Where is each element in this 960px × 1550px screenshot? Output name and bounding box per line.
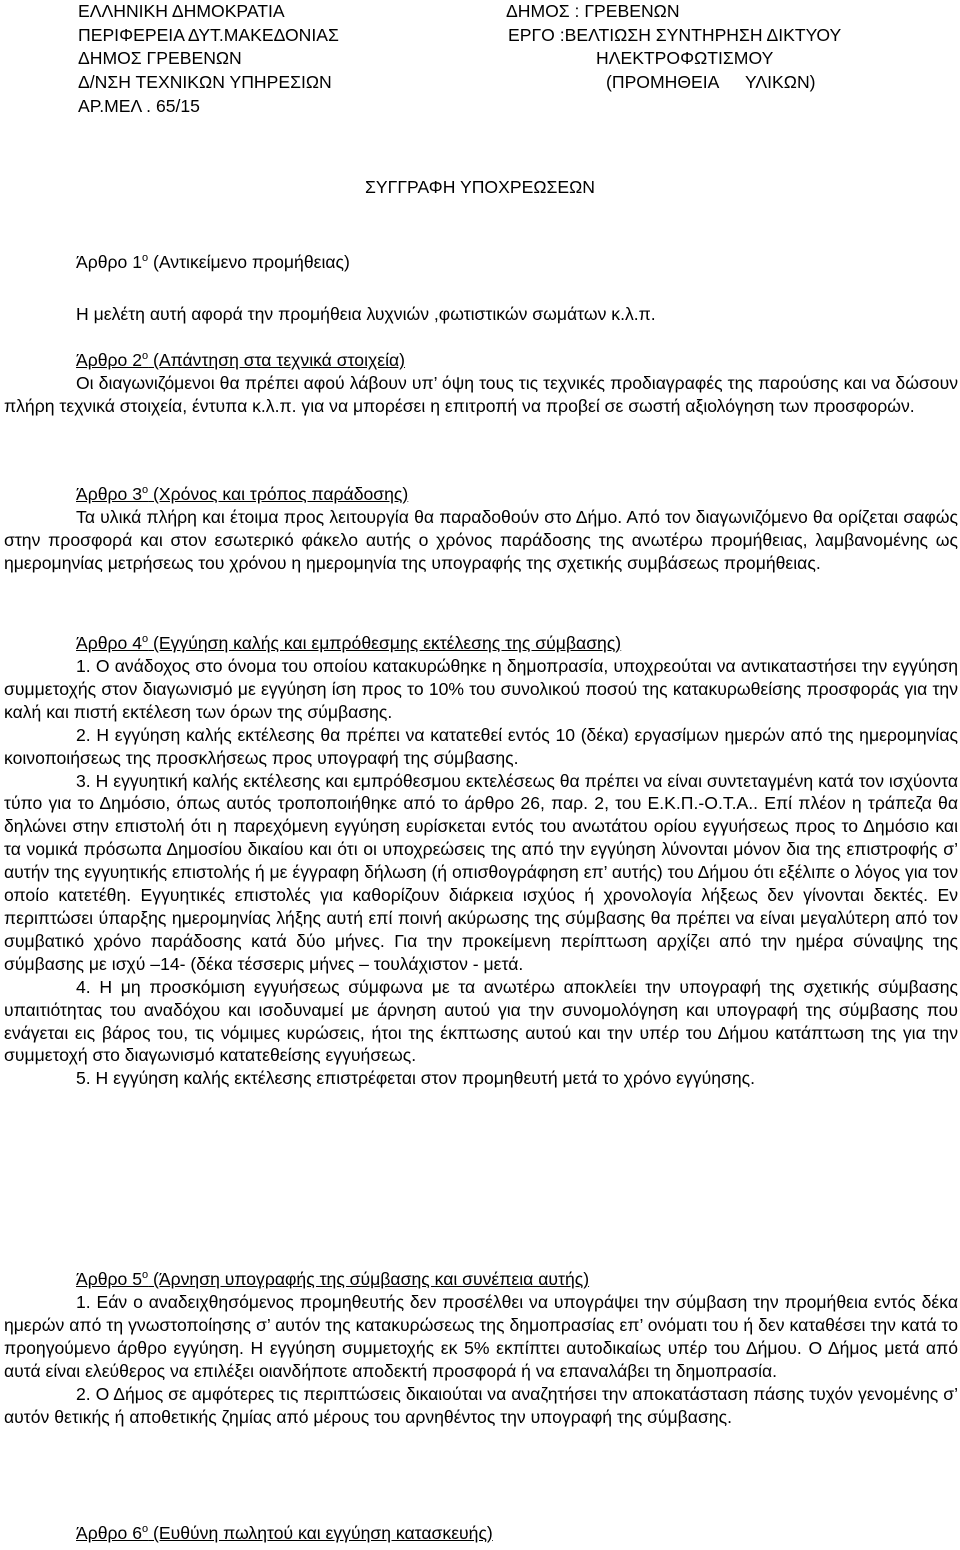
article-4 — [4, 632, 958, 1090]
project-header — [506, 0, 954, 95]
header-line: ΔΗΜΟΣ ΓΡΕΒΕΝΩΝ — [78, 48, 242, 69]
article-1-heading — [76, 251, 350, 275]
article-label: Άρθρο 1 — [76, 252, 143, 272]
article-5-heading — [4, 1268, 958, 1291]
header-line: (ΠΡΟΜΗΘΕΙΑ ΥΛΙΚΩΝ) — [606, 72, 816, 93]
article-title: (Χρόνος και τρόπος παράδοσης) — [148, 484, 409, 504]
article-2-heading — [4, 349, 958, 372]
article-label: Άρθρο 6 — [76, 1523, 143, 1543]
reference-number: ΑΡ.ΜΕΛ . 65/15 — [78, 95, 200, 116]
article-1-body: Η μελέτη αυτή αφορά την προμήθεια λυχνιών ,φωτιστικών σωμάτων κ.λ.π. — [76, 304, 656, 324]
header-line: ΔΗΜΟΣ : ΓΡΕΒΕΝΩΝ — [506, 1, 680, 21]
article-title: (Αντικείμενο προμήθειας) — [148, 252, 350, 272]
article-label: Άρθρο 5 — [76, 1269, 143, 1289]
header-line: ΕΛΛΗΝΙΚΗ ΔΗΜΟΚΡΑΤΙΑ — [78, 1, 285, 21]
issuer-header — [78, 0, 339, 118]
article-title: (Απάντηση στα τεχνικά στοιχεία) — [148, 350, 406, 370]
list-item: 1. Ο ανάδοχος στο όνομα του οποίου κατακυρώθηκε η δημοπρασία, υποχρεούται να αντικαταστήσει την εγγύηση συμμετοχής στον διαγωνισμό με εγγύηση ίση προς το 10% του συνολικού ποσού της κατακυρωθείσης προσφοράς για την καλή και πιστή εκτέλεση των όρων της σύμβασης. — [4, 656, 958, 722]
ordinal-suffix: ο — [142, 1523, 149, 1536]
article-6-heading — [4, 1522, 958, 1545]
article-title: (Ευθύνη πωλητού και εγγύηση κατασκευής) — [148, 1523, 493, 1543]
ordinal-suffix: ο — [142, 1269, 149, 1282]
article-title: (Άρνηση υπογραφής της σύμβασης και συνέπεια αυτής) — [148, 1269, 590, 1289]
header-line: ΗΛΕΚΤΡΟΦΩΤΙΣΜΟΥ — [596, 48, 774, 69]
ordinal-suffix: ο — [142, 350, 149, 363]
article-3-body: Τα υλικά πλήρη και έτοιμα προς λειτουργία θα παραδοθούν στο Δήμο. Από τον διαγωνιζόμενο θα ορίζεται σαφώς στην προσφορά και στον εσωτερικό φάκελο αυτής ο χρόνος παράδοσης της ανωτέρω προμήθειας, λαμβανομένης ως ημερομηνίας μετρήσεως του χρόνου η ημερομηνία της υπογραφής της σχετικής συμβάσεως προμήθειας. — [4, 507, 958, 573]
header-line: Δ/ΝΣΗ ΤΕΧΝΙΚΩΝ ΥΠΗΡΕΣΙΩΝ — [78, 72, 332, 93]
article-label: Άρθρο 4 — [76, 633, 143, 653]
article-6 — [4, 1522, 958, 1545]
article-3 — [4, 483, 958, 575]
list-item: 5. Η εγγύηση καλής εκτέλεσης επιστρέφεται στον προμηθευτή μετά το χρόνο εγγύησης. — [76, 1068, 756, 1089]
article-2-body: Οι διαγωνιζόμενοι θα πρέπει αφού λάβουν υπ’ όψη τους τις τεχνικές προδιαγραφές της παρούσης και να δώσουν πλήρη τεχνικά στοιχεία, έντυπα κ.λ.π. για να μπορέσει η επιτροπή να προβεί σε σωστή αξιολόγηση των προσφορών. — [4, 373, 958, 416]
list-item: 2. Ο Δήμος σε αμφότερες τις περιπτώσεις δικαιούται να αναζητήσει την αποκατάσταση πάσης τυχόν γενομένης σ’ αυτόν θετικής ή αποθετικής ζημίας από μέρους του αρνηθέντος την υπογραφή της σύμβασης. — [4, 1383, 958, 1427]
list-item: 1. Εάν ο αναδειχθησόμενος προμηθευτής δεν προσέλθει να υπογράψει την σύμβαση την προμήθεια εντός δέκα ημερών από τη γνωστοποίησης σ’ αυτόν της κατακυρώσεως της δημοπρασίας επ’ ονόματι του ή δεν καταθέσει την κατά το προηγούμενο άρθρο εγγύηση. Η εγγύηση συμμετοχής εκ 5% εκπίπτει αυτοδικαίως υπέρ του Δήμου. Ο Δήμος μετά από αυτά είναι ελεύθερος να επιλέξει οιανδήποτε αποδεκτή προσφορά ή να επαναλάβει τη δημοπρασία. — [4, 1292, 958, 1381]
article-2 — [4, 349, 958, 418]
document-title: ΣΥΓΓΡΑΦΗ ΥΠΟΧΡΕΩΣΕΩΝ — [365, 177, 595, 197]
article-3-heading — [4, 483, 958, 506]
article-4-heading — [4, 632, 958, 655]
ordinal-suffix: ο — [142, 484, 149, 497]
list-item: 3. Η εγγυητική καλής εκτέλεσης και εμπρόθεσμου εκτελέσεως θα πρέπει να είναι συντεταγμένη κατά τον ισχύοντα τύπο για το Δημόσιο, όπως αυτός τροποποιήθηκε από το άρθρο 26, παρ. 2, του Ε.Κ.Π.-Ο.Τ.Α.. Επί πλέον η τράπεζα θα δηλώνει στην επιστολή ότι η παρεχόμενη εγγύηση ευρίσκεται εντός του ανωτάτου ορίου εγγυήσεως προς το Δημόσιο και τα νομικά πρόσωπα Δημοσίου δικαίου και ότι οι υποχρεώσεις της από την εγγύηση λύνονται μόνον δια της επιστροφής σ’ αυτήν της εγγυητικής επιστολής ή με έγγραφη δήλωση (ή οπισθογράφηση επ’ αυτής) του Δήμου ότι εξέλιπε ο λόγος για τον οποίο κατετέθη. Εγγυητικές επιστολές για καθορίζουν διάρκεια ισχύος ή χρονολογία λήξεως δεν γίνονται δεκτές. Εν περιπτώσει ύπαρξης ημερομηνίας λήξης αυτή επί ποινή ακύρωσης της σύμβασης θα πρέπει να είναι μεγαλύτερη από τον συμβατικό χρόνο παράδοσης κατά δύο μήνες. Για την προκείμενη περίπτωση αρχίζει από την ημέρα σύναψης της σύμβασης με ισχύ –14- (δέκα τέσσερις μήνες – τουλάχιστον - μετά. — [4, 770, 958, 974]
ordinal-suffix: ο — [142, 252, 149, 265]
article-5 — [4, 1268, 958, 1428]
header-line: ΕΡΓΟ :ΒΕΛΤΙΩΣΗ ΣΥΝΤΗΡΗΣΗ ΔΙΚΤΥΟΥ — [508, 24, 842, 45]
header-line: ΠΕΡΙΦΕΡΕΙΑ ΔΥΤ.ΜΑΚΕΔΟΝΙΑΣ — [78, 24, 339, 45]
article-title: (Εγγύηση καλής και εμπρόθεσμης εκτέλεσης της σύμβασης) — [148, 633, 622, 653]
ordinal-suffix: ο — [142, 633, 149, 646]
list-item: 2. Η εγγύηση καλής εκτέλεσης θα πρέπει να κατατεθεί εντός 10 (δέκα) εργασίμων ημερών από της ημερομηνίας κοινοποιήσεως της προσκλήσεως προς υπογραφή της σύμβασης. — [4, 724, 958, 768]
article-label: Άρθρο 2 — [76, 350, 143, 370]
list-item: 4. Η μη προσκόμιση εγγυήσεως σύμφωνα με τα ανωτέρω αποκλείει την υπογραφή της σχετικής σύμβασης υπαιτιότητας του αναδόχου και ισοδυναμεί με άρνηση αυτού για την συνομολόγηση και υπογραφή της σύμβασης που ενάγεται εις βάρος του, τις νόμιμες κυρώσεις, ήτοι της έκπτωσης αυτού και την υπέρ του Δήμου κατάπτωση της για την συμμετοχή στο διαγωνισμό κατατεθείσης εγγυήσεως. — [4, 976, 958, 1066]
article-label: Άρθρο 3 — [76, 484, 143, 504]
